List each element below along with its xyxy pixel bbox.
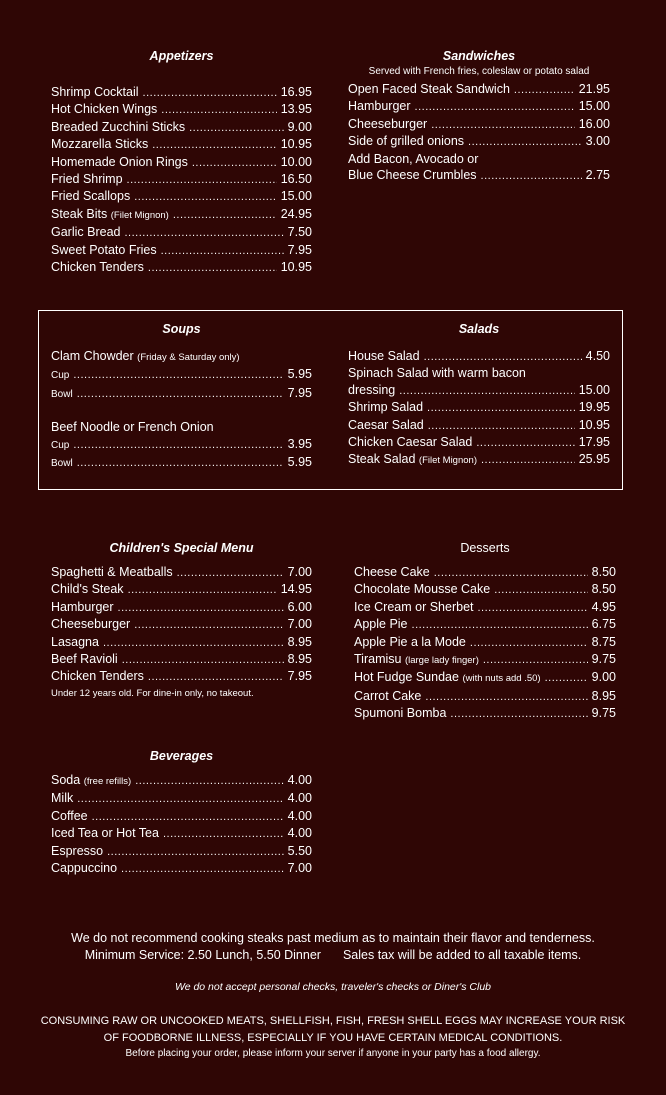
menu-item-row	[51, 242, 312, 259]
leader-dots	[434, 565, 588, 581]
desserts-section	[354, 541, 616, 723]
menu-item-row	[348, 417, 610, 434]
leader-dots	[427, 400, 575, 416]
menu-item-name: Chicken Tenders	[51, 260, 144, 275]
menu-item-name: Apple Pie a la Mode	[354, 634, 466, 649]
menu-item-name: Open Faced Steak Sandwich	[348, 82, 510, 96]
menu-item-row	[51, 259, 312, 276]
menu-item-name: Cheeseburger	[348, 116, 428, 131]
menu-item-name: Chicken Tenders	[51, 669, 144, 684]
menu-item-price: 7.95	[287, 669, 312, 684]
menu-item-price: 10.95	[280, 137, 312, 152]
menu-item-price: 8.75	[591, 634, 616, 649]
menu-item-row	[51, 171, 312, 188]
menu-item-note: (large lady finger)	[404, 655, 479, 667]
spinach-salad-row	[348, 382, 610, 399]
salads-list	[348, 399, 610, 470]
allergy-note: Before placing your order, please inform your server if anyone in your party has a food allergy.	[125, 1048, 541, 1059]
leader-dots	[412, 617, 588, 633]
spinach-salad-line1	[348, 365, 610, 381]
menu-item-note: (Filet Mignon)	[110, 209, 169, 221]
leader-dots	[189, 120, 284, 136]
children-section	[51, 541, 312, 702]
beverages-title: Beverages	[149, 749, 214, 763]
menu-item-name: Mozzarella Sticks	[51, 137, 149, 152]
menu-item-name: Breaded Zucchini Sticks	[51, 119, 186, 134]
menu-item-name: Cheese Cake	[354, 565, 430, 579]
warning-line1: CONSUMING RAW OR UNCOOKED MEATS, SHELLFISH, FISH, FRESH SHELL EGGS MAY INCREASE YOUR RISK	[40, 1015, 626, 1027]
sales-tax: Sales tax will be added to all taxable items.	[342, 947, 582, 962]
leader-dots	[148, 669, 284, 685]
menu-item-row	[51, 808, 312, 825]
menu-item-price: 14.95	[280, 582, 312, 597]
menu-item-price: 21.95	[578, 82, 610, 96]
beverages-list	[51, 772, 312, 877]
service-line	[0, 947, 666, 964]
menu-item-row	[51, 668, 312, 685]
menu-item-price: 9.00	[591, 670, 616, 685]
menu-item-name: Cheeseburger	[51, 617, 131, 632]
menu-item-price: 17.95	[578, 435, 610, 450]
menu-item-price: 10.00	[280, 154, 312, 169]
menu-item-row	[354, 634, 616, 651]
leader-dots	[468, 134, 582, 150]
leader-dots	[127, 172, 277, 188]
beef-cup-price: 3.95	[287, 436, 312, 451]
menu-item-row	[348, 98, 610, 115]
clam-chowder-name: Clam Chowder	[51, 349, 134, 363]
menu-item-price: 6.75	[591, 617, 616, 632]
addon-price: 2.75	[585, 168, 610, 183]
menu-item-row	[354, 651, 616, 669]
menu-item-row	[51, 224, 312, 241]
leader-dots	[161, 243, 284, 259]
menu-item-row	[354, 688, 616, 705]
leader-dots	[124, 225, 283, 241]
menu-item-row	[348, 434, 610, 451]
menu-item-name: Chicken Caesar Salad	[348, 435, 473, 450]
leader-dots	[128, 582, 277, 598]
menu-item-price: 13.95	[280, 102, 312, 117]
menu-item-row	[51, 651, 312, 668]
menu-item-name: Homemade Onion Rings	[51, 154, 188, 169]
menu-item-name: Side of grilled onions	[348, 134, 465, 149]
menu-item-row	[51, 101, 312, 118]
house-salad-row	[348, 348, 610, 365]
beef-cup-label: Cup	[51, 439, 70, 451]
menu-item-row	[51, 634, 312, 651]
children-note: Under 12 years old. For dine-in only, no takeout.	[51, 687, 254, 699]
house-salad-price: 4.50	[585, 349, 610, 363]
menu-item-name: Steak Bits (Filet Mignon)	[51, 206, 169, 221]
leader-dots	[192, 155, 277, 171]
leader-dots	[92, 809, 284, 825]
sandwiches-section	[348, 49, 610, 184]
menu-item-price: 7.95	[287, 242, 312, 257]
menu-item-name: Garlic Bread	[51, 225, 121, 240]
leader-dots	[77, 791, 283, 807]
clam-bowl-label: Bowl	[51, 388, 73, 400]
spinach-salad-name2: dressing	[348, 382, 396, 397]
menu-item-price: 25.95	[578, 452, 610, 467]
menu-item-price: 16.00	[578, 116, 610, 131]
menu-item-name: Hot Chicken Wings	[51, 102, 158, 117]
leader-dots	[134, 189, 277, 205]
menu-item-row	[348, 116, 610, 133]
menu-item-price: 6.00	[287, 599, 312, 614]
menu-item-price: 5.50	[287, 843, 312, 858]
menu-item-price: 3.00	[585, 134, 610, 149]
menu-item-name: Iced Tea or Hot Tea	[51, 826, 159, 841]
menu-item-price: 7.00	[287, 861, 312, 876]
leader-dots	[428, 418, 575, 434]
menu-item-name: Spaghetti & Meatballs	[51, 565, 173, 579]
menu-item-row	[348, 399, 610, 416]
leader-dots	[483, 652, 588, 668]
menu-item-name: Espresso	[51, 843, 104, 858]
menu-item-row	[354, 599, 616, 616]
menu-item-row	[51, 616, 312, 633]
warning-line2: OF FOODBORNE ILLNESS, ESPECIALLY IF YOU HAVE CERTAIN MEDICAL CONDITIONS.	[103, 1031, 563, 1044]
menu-item-row	[348, 81, 610, 98]
menu-item-name: Fried Scallops	[51, 189, 131, 204]
clam-cup-row	[51, 366, 312, 384]
beef-bowl-label: Bowl	[51, 458, 73, 470]
clam-bowl-row	[51, 385, 312, 403]
menu-item-price: 8.95	[287, 634, 312, 649]
appetizers-title: Appetizers	[149, 49, 214, 63]
leader-dots	[514, 82, 575, 98]
menu-item-row	[51, 825, 312, 842]
menu-item-price: 15.00	[578, 99, 610, 114]
desserts-title: Desserts	[460, 541, 510, 555]
menu-item-name: Carrot Cake	[354, 688, 422, 703]
menu-item-name: Caesar Salad	[348, 417, 424, 432]
leader-dots	[173, 207, 277, 223]
leader-dots	[415, 99, 575, 115]
appetizers-section	[51, 49, 312, 276]
menu-item-price: 24.95	[280, 206, 312, 221]
menu-item-name: Cappuccino	[51, 861, 118, 876]
beef-bowl-row	[51, 454, 312, 472]
leader-dots	[122, 652, 284, 668]
leader-dots	[494, 582, 587, 598]
beef-noodle-name: Beef Noodle or French Onion	[51, 420, 214, 435]
menu-item-price: 9.00	[287, 119, 312, 134]
beef-bowl-price: 5.95	[287, 455, 312, 470]
leader-dots	[161, 102, 276, 118]
steak-note: We do not recommend cooking steaks past medium as to maintain their flavor and tenderness.	[71, 931, 595, 945]
menu-item-name: Hot Fudge Sundae (with nuts add .50)	[354, 670, 541, 685]
menu-item-row	[348, 133, 610, 150]
menu-item-row	[354, 564, 616, 581]
sandwiches-subtitle: Served with French fries, coleslaw or potato salad	[368, 66, 590, 77]
clam-chowder-heading	[51, 348, 312, 366]
sandwich-addon-row	[348, 167, 610, 184]
menu-item-name: Hamburger	[348, 99, 411, 114]
leader-dots	[134, 617, 283, 633]
spinach-salad-price: 15.00	[578, 382, 610, 397]
menu-item-row	[51, 581, 312, 598]
menu-item-note: (Filet Mignon)	[418, 455, 477, 467]
menu-item-row	[51, 119, 312, 136]
menu-item-row	[51, 772, 312, 790]
menu-item-name: Fried Shrimp	[51, 172, 123, 187]
menu-item-row	[51, 860, 312, 877]
spinach-salad-name: Spinach Salad with warm bacon	[348, 366, 526, 381]
leader-dots	[425, 689, 587, 705]
menu-item-price: 8.95	[591, 688, 616, 703]
menu-item-name: Spumoni Bomba	[354, 706, 447, 721]
leader-dots	[431, 117, 575, 133]
footer-notes	[0, 930, 666, 963]
menu-item-row	[51, 564, 312, 581]
menu-item-price: 8.50	[591, 565, 616, 579]
menu-item-row	[51, 599, 312, 616]
leader-dots	[177, 565, 284, 581]
sandwiches-list	[348, 81, 610, 151]
desserts-list	[354, 564, 616, 723]
clam-chowder-note: (Friday & Saturday only)	[137, 352, 240, 363]
addon-line2-text: Blue Cheese Crumbles	[348, 168, 477, 183]
leader-dots	[103, 635, 284, 651]
addon-line1-text: Add Bacon, Avocado or	[348, 151, 479, 166]
menu-item-name: Milk	[51, 791, 74, 806]
menu-item-row	[51, 188, 312, 205]
menu-item-name: Steak Salad (Filet Mignon)	[348, 452, 477, 467]
menu-item-name: Shrimp Salad	[348, 400, 424, 415]
leader-dots	[118, 600, 284, 616]
menu-item-row	[51, 843, 312, 860]
menu-item-name: Soda (free refills)	[51, 773, 132, 787]
leader-dots	[545, 670, 588, 686]
menu-item-name: Sweet Potato Fries	[51, 242, 157, 257]
menu-item-row	[51, 790, 312, 807]
soups-title: Soups	[162, 322, 201, 336]
menu-item-row	[354, 581, 616, 598]
menu-item-price: 4.95	[591, 599, 616, 614]
appetizers-list	[51, 84, 312, 276]
raw-food-warning	[0, 1013, 666, 1046]
menu-item-name: Tiramisu (large lady finger)	[354, 652, 479, 667]
leader-dots	[163, 826, 284, 842]
children-list	[51, 564, 312, 686]
leader-dots	[481, 452, 575, 468]
menu-item-name: Shrimp Cocktail	[51, 85, 139, 99]
menu-item-price: 19.95	[578, 400, 610, 415]
leader-dots	[470, 635, 588, 651]
checks-note: We do not accept personal checks, traveler's checks or Diner's Club	[174, 981, 492, 993]
menu-item-name: Child's Steak	[51, 582, 124, 597]
leader-dots	[148, 260, 277, 276]
menu-item-price: 9.75	[591, 652, 616, 667]
menu-item-price: 10.95	[280, 260, 312, 275]
menu-item-price: 7.00	[287, 565, 312, 579]
menu-item-price: 8.50	[591, 582, 616, 597]
menu-item-row	[51, 136, 312, 153]
menu-item-name: Apple Pie	[354, 617, 408, 632]
min-service: Minimum Service: 2.50 Lunch, 5.50 Dinner	[84, 947, 321, 962]
menu-item-row	[51, 154, 312, 171]
menu-item-price: 16.50	[280, 172, 312, 187]
leader-dots	[135, 773, 283, 789]
leader-dots	[450, 706, 587, 722]
soups-section	[51, 322, 312, 472]
menu-item-row	[51, 206, 312, 224]
menu-item-name: Chocolate Mousse Cake	[354, 582, 491, 597]
children-title: Children's Special Menu	[109, 541, 254, 555]
menu-item-price: 15.00	[280, 189, 312, 204]
salads-section	[348, 322, 610, 470]
menu-item-row	[51, 84, 312, 101]
menu-item-row	[354, 705, 616, 722]
menu-item-price: 4.00	[287, 791, 312, 806]
sandwiches-title: Sandwiches	[442, 49, 516, 63]
beverages-section	[51, 749, 312, 877]
leader-dots	[478, 600, 588, 616]
menu-item-name: Lasagna	[51, 634, 99, 649]
leader-dots	[152, 137, 276, 153]
menu-item-name: Beef Ravioli	[51, 652, 118, 667]
menu-item-price: 9.75	[591, 706, 616, 721]
menu-item-price: 8.95	[287, 652, 312, 667]
clam-cup-price: 5.95	[287, 367, 312, 382]
menu-item-note: (with nuts add .50)	[462, 673, 541, 685]
menu-item-price: 10.95	[578, 417, 610, 432]
menu-item-name: Coffee	[51, 808, 88, 823]
leader-dots	[107, 844, 284, 860]
leader-dots	[143, 85, 277, 101]
leader-dots	[476, 435, 574, 451]
sandwich-addon-line1	[348, 151, 610, 167]
menu-item-price: 4.00	[287, 826, 312, 841]
menu-item-price: 16.95	[280, 85, 312, 99]
menu-item-row	[354, 669, 616, 687]
menu-item-row	[354, 616, 616, 633]
house-salad-name: House Salad	[348, 349, 420, 363]
menu-item-price: 7.50	[287, 225, 312, 240]
clam-bowl-price: 7.95	[287, 385, 312, 400]
menu-item-price: 7.00	[287, 617, 312, 632]
beef-cup-row	[51, 436, 312, 454]
salads-title: Salads	[458, 322, 500, 336]
beef-noodle-heading	[51, 419, 312, 435]
menu-item-name: Hamburger	[51, 599, 114, 614]
menu-item-name: Ice Cream or Sherbet	[354, 599, 474, 614]
menu-item-price: 4.00	[287, 808, 312, 823]
clam-cup-label: Cup	[51, 370, 70, 382]
menu-item-row	[348, 451, 610, 469]
menu-item-note: (free refills)	[83, 776, 132, 787]
leader-dots	[121, 861, 284, 877]
menu-item-price: 4.00	[287, 773, 312, 787]
